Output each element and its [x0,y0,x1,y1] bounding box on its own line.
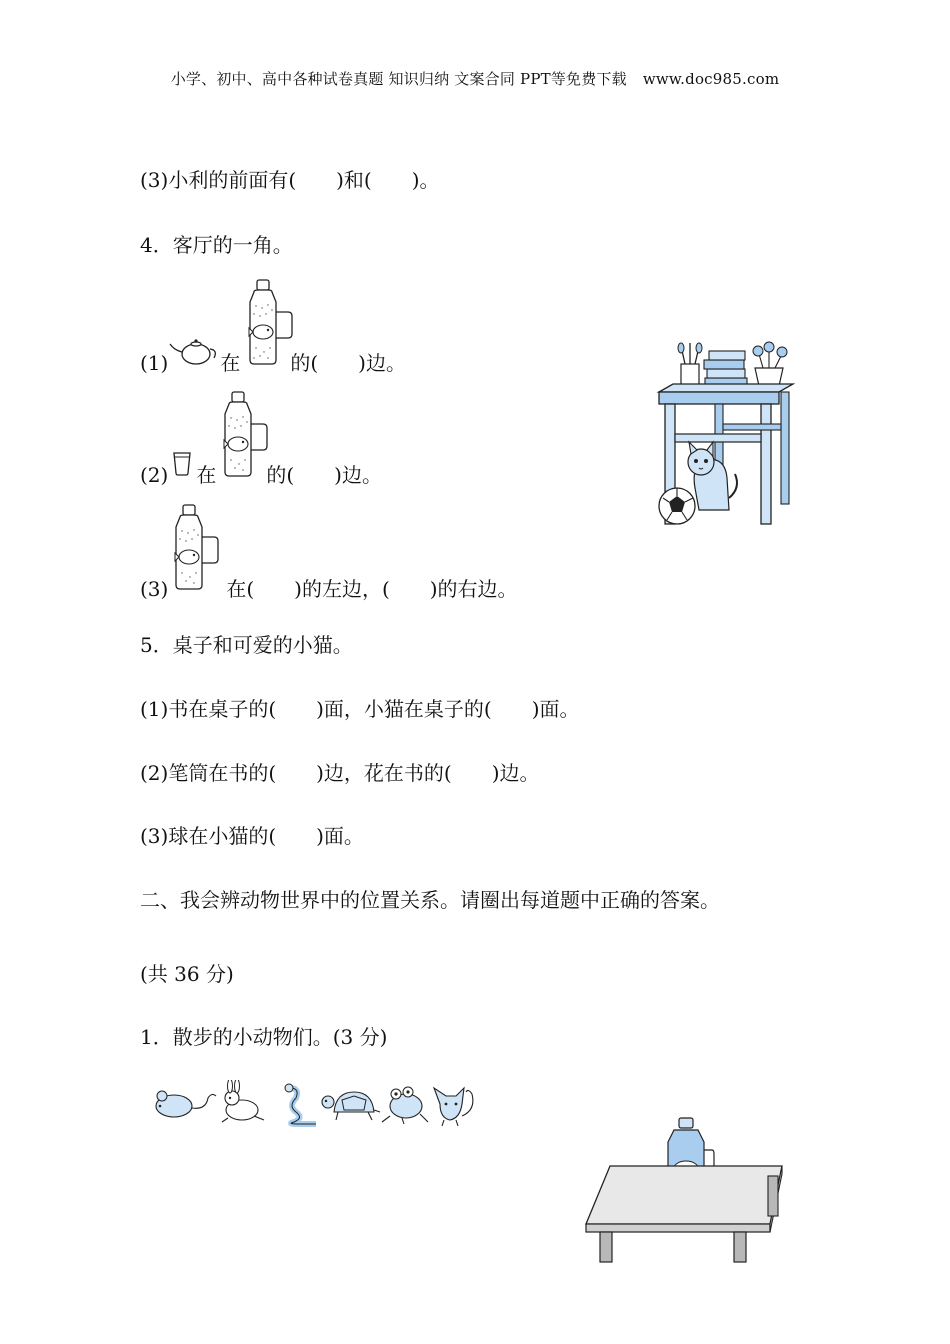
turtle-icon [322,1092,380,1120]
flower-icon [753,342,787,386]
q5-p3: (3)球在小猫的( )面。 [140,824,364,848]
table-scene [584,1116,784,1266]
q5-p1: (1)书在桌子的( )面，小猫在桌子的( )面。 [140,697,580,721]
section2-q1: 1．散步的小动物们。(3 分) [140,1025,388,1049]
thermos-icon [221,390,271,480]
page-header [0,68,950,89]
ball-icon [659,488,695,524]
q5-title: 5．桌子和可爱的小猫。 [140,633,353,657]
snake-icon [285,1084,316,1124]
section2-title: 二、我会辨动物世界中的位置关系。请圈出每道题中正确的答案。 [140,888,720,912]
section2-score: (共 36 分) [140,962,234,986]
q4-title: 4．客厅的一角。 [140,233,293,257]
frog-icon [382,1087,428,1124]
teapot-icon [168,336,220,366]
cup-icon [172,450,192,476]
fox-icon [434,1088,473,1126]
stool-cat-scene [655,338,795,528]
header-url[interactable]: www.doc985.com [642,70,780,88]
books-icon [704,351,747,387]
q5-p2: (2)笔筒在书的( )边，花在书的( )边。 [140,761,540,785]
thermos-icon [246,278,296,368]
cat-icon [688,442,737,510]
q4-p3: (3) 在( )的左边，( )的右边。 [140,577,518,601]
q4-p2: (2) 在 的( )边。 [140,463,382,487]
thermos-icon [172,503,222,593]
pen-holder-icon [678,343,702,386]
rabbit-icon [222,1080,264,1122]
header-left-text: 小学、初中、高中各种试卷真题 知识归纳 文案合同 PPT等免费下载 [170,70,627,88]
mouse-icon [156,1091,216,1117]
animals-row [150,1080,480,1128]
q3-text: (3)小利的前面有( )和( )。 [140,168,440,192]
q4-p1: (1) 在 的( )边。 [140,351,406,375]
